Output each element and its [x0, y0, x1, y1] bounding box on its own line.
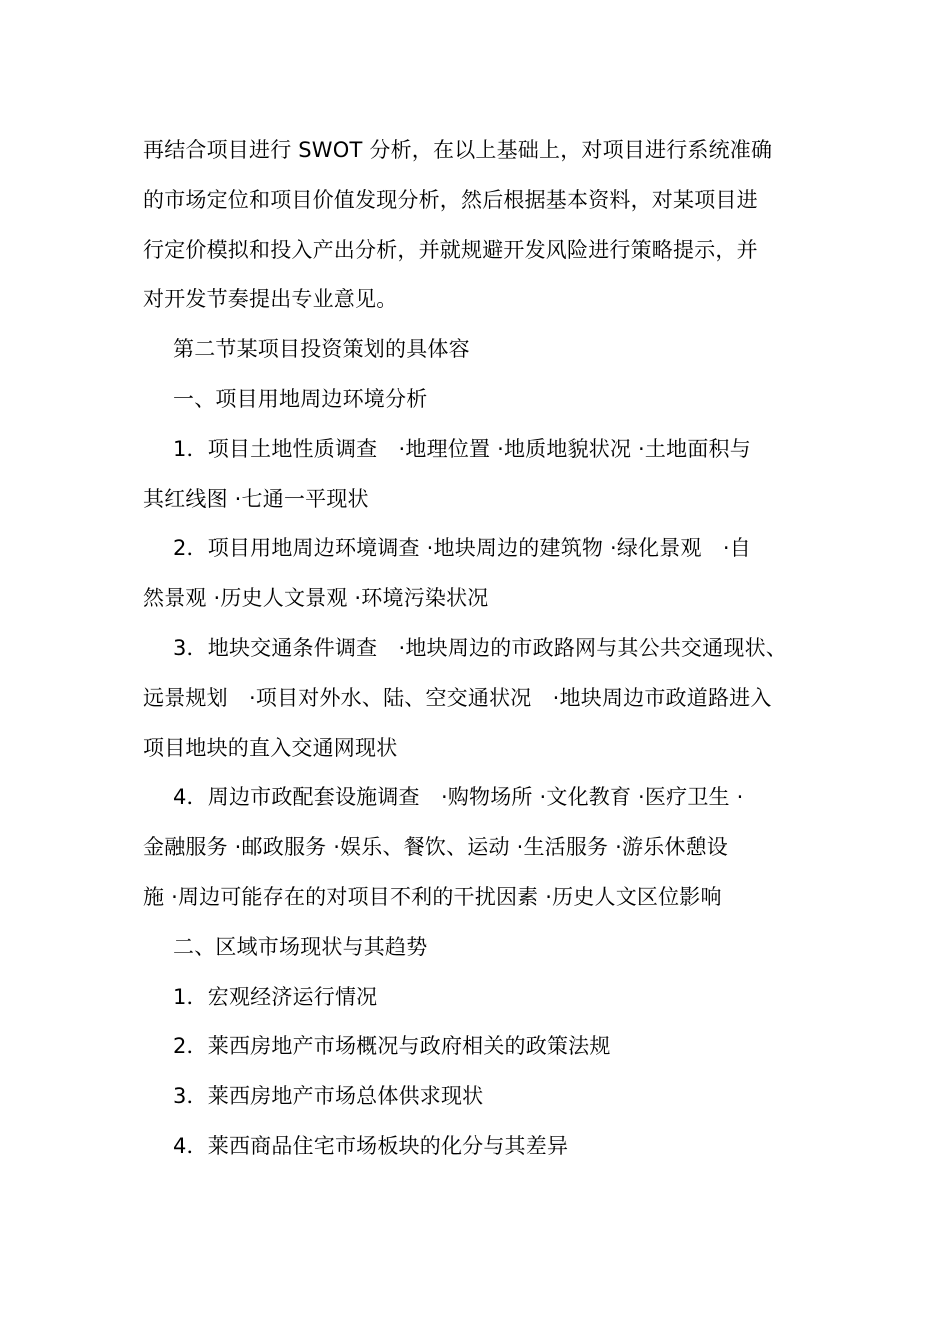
list-item-continuation: 然景观 ·历史人文景观 ·环境污染状况	[143, 586, 489, 611]
list-item: 4．莱西商品住宅市场板块的化分与其差异	[173, 1133, 569, 1158]
list-item: 1．项目土地性质调查 ·地理位置 ·地质地貌状况 ·土地面积与	[173, 436, 751, 461]
list-item: 3．地块交通条件调查 ·地块周边的市政路网与其公共交通现状、	[173, 635, 788, 660]
list-item: 2．莱西房地产市场概况与政府相关的政策法规	[173, 1034, 611, 1059]
subsection-heading: 一、项目用地周边环境分析	[173, 386, 428, 411]
section-heading: 第二节某项目投资策划的具体容	[173, 337, 470, 362]
list-item-continuation: 远景规划 ·项目对外水、陆、空交通状况 ·地块周边市政道路进入	[143, 685, 772, 710]
text-line: 的市场定位和项目价值发现分析，然后根据基本资料，对某项目进	[143, 187, 758, 212]
text-line: 对开发节奏提出专业意见。	[143, 287, 398, 312]
list-item: 2．项目用地周边环境调查 ·地块周边的建筑物 ·绿化景观 ·自	[173, 536, 751, 561]
document-page	[143, 126, 813, 1172]
list-item: 4．周边市政配套设施调查 ·购物场所 ·文化教育 ·医疗卫生 ·	[173, 785, 744, 810]
text-line: 再结合项目进行 SWOT 分析，在以上基础上，对项目进行系统准确	[143, 138, 773, 162]
list-item-continuation: 金融服务 ·邮政服务 ·娱乐、餐饮、运动 ·生活服务 ·游乐休憩设	[143, 835, 728, 860]
list-item: 3．莱西房地产市场总体供求现状	[173, 1084, 484, 1109]
list-item-continuation: 其红线图 ·七通一平现状	[143, 486, 369, 511]
text-line: 行定价模拟和投入产出分析，并就规避开发风险进行策略提示，并	[143, 237, 758, 262]
subsection-heading: 二、区域市场现状与其趋势	[173, 934, 428, 959]
list-item-continuation: 施 ·周边可能存在的对项目不利的干扰因素 ·历史人文区位影响	[143, 884, 722, 909]
list-item: 1．宏观经济运行情况	[173, 984, 378, 1009]
list-item-continuation: 项目地块的直入交通网现状	[143, 735, 398, 760]
